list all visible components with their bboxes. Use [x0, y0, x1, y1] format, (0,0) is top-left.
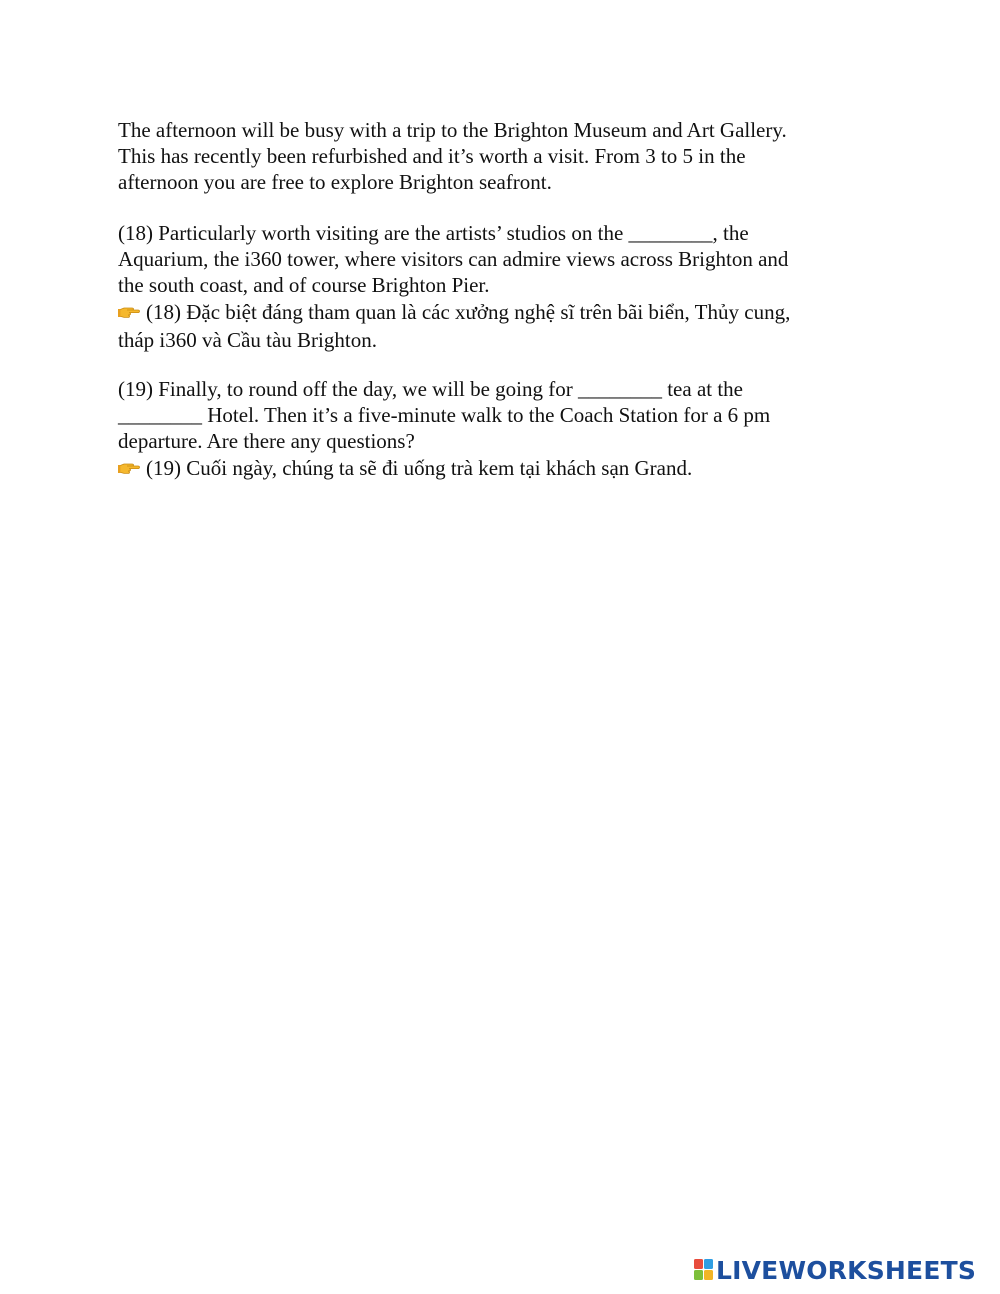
paragraph-line: This has recently been refurbished and it’s worth a visit. From 3 to 5 in the [118, 144, 746, 168]
question-line: (18) Particularly worth visiting are the artists’ studios on the ________, the [118, 221, 749, 245]
translation-line: tháp i360 và Cầu tàu Brighton. [118, 328, 377, 352]
translation-line [118, 454, 878, 482]
paragraph-line: The afternoon will be busy with a trip to the Brighton Museum and Art Gallery. [118, 118, 787, 142]
pointing-hand-icon [118, 460, 140, 476]
question-line: the south coast, and of course Brighton Pier. [118, 273, 490, 297]
pointing-hand-icon [118, 304, 140, 320]
question-19 [118, 376, 878, 482]
question-line: ________ Hotel. Then it’s a five-minute walk to the Coach Station for a 6 pm [118, 403, 771, 427]
logo-text: LIVEWORKSHEETS [716, 1255, 977, 1285]
translation-text: (18) Đặc biệt đáng tham quan là các xưởng nghệ sĩ trên bãi biển, Thủy cung, [146, 300, 791, 324]
document-body [118, 117, 878, 482]
translation-line [118, 298, 878, 326]
question-line: departure. Are there any questions? [118, 429, 415, 453]
paragraph-line: afternoon you are free to explore Brighton seafront. [118, 170, 552, 194]
translation-text: (19) Cuối ngày, chúng ta sẽ đi uống trà kem tại khách sạn Grand. [146, 456, 693, 480]
question-18 [118, 220, 878, 354]
question-line: (19) Finally, to round off the day, we will be going for ________ tea at the [118, 377, 744, 401]
liveworksheets-logo [694, 1256, 976, 1284]
liveworksheets-logo-icon [694, 1258, 714, 1282]
question-line: Aquarium, the i360 tower, where visitors can admire views across Brighton and [118, 247, 789, 271]
paragraph-afternoon [118, 117, 878, 195]
